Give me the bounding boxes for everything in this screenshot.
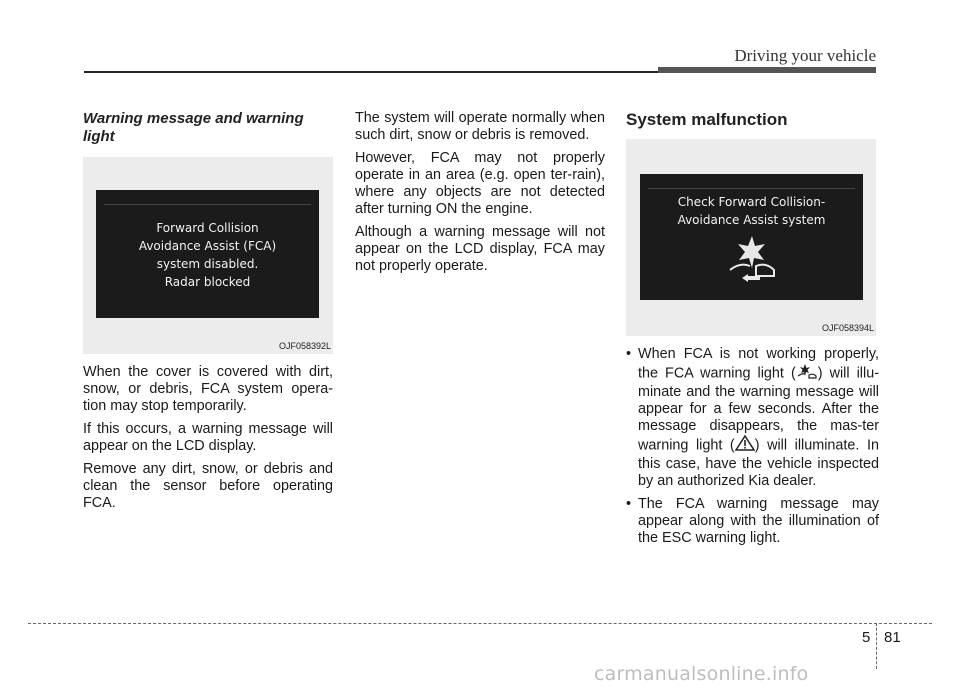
paragraph: When the cover is covered with dirt, snow, or debris, FCA system opera-tion may stop temporarily.: [83, 364, 333, 414]
paragraph: Remove any dirt, snow, or debris and clean the sensor before operating FCA.: [83, 461, 333, 511]
left-column: [83, 110, 333, 146]
malfunction-bullets: [626, 346, 879, 553]
list-item: • The FCA warning message may appear along with the illumination of the ESC warning light.: [626, 496, 879, 547]
chapter-number: 5: [862, 629, 871, 646]
screen-line: Radar blocked: [164, 275, 251, 289]
left-body: [83, 364, 333, 518]
fca-warning-light-icon: [796, 363, 818, 384]
paragraph: If this occurs, a warning message will appear on the LCD display.: [83, 421, 333, 454]
lcd-screen: [96, 190, 319, 318]
screen-line: Check Forward Collision-: [677, 195, 826, 209]
lcd-screen: [640, 174, 863, 300]
paragraph: Although a warning message will not appear on the LCD display, FCA may not properly operate.: [355, 224, 605, 274]
heading-system-malfunction: System malfunction: [626, 110, 788, 129]
subheading-warning-message: Warning message and warning light: [83, 110, 304, 145]
page-number: 81: [884, 629, 901, 646]
screen-line: system disabled.: [156, 257, 259, 271]
footer-divider: [876, 623, 877, 669]
section-title: Driving your vehicle: [734, 46, 876, 65]
header-rule-accent: [658, 67, 876, 73]
right-column-heading-wrap: [626, 110, 879, 130]
figure-code: OJF058394L: [821, 323, 874, 333]
figure-code: OJF058392L: [278, 341, 331, 351]
watermark: carmanualsonline.info: [594, 663, 809, 685]
screen-line: Forward Collision: [156, 221, 259, 235]
screen-line: Avoidance Assist system: [677, 213, 826, 227]
middle-column: [355, 110, 605, 281]
paragraph: However, FCA may not properly operate in an area (e.g. open ter-rain), where any objects are not detected after turning ON the engine.: [355, 150, 605, 217]
footer-rule: [28, 623, 932, 624]
figure-check-fca: [626, 139, 876, 336]
fca-malfunction-icon: [722, 232, 782, 288]
screen-line: Avoidance Assist (FCA): [138, 239, 277, 253]
master-warning-icon: [735, 435, 755, 456]
paragraph: The system will operate normally when such dirt, snow or debris is removed.: [355, 110, 605, 143]
list-item: • When FCA is not working properly, the FCA warning light ( ) will illu-minate and the warning message will appear for a few seconds. After the message disappears, the mas-ter warning light ( ) will illuminate. In this case, have the vehicle inspected by an authorized Kia dealer.: [626, 346, 879, 490]
figure-radar-blocked: [83, 157, 333, 354]
header-rule: [84, 71, 658, 73]
